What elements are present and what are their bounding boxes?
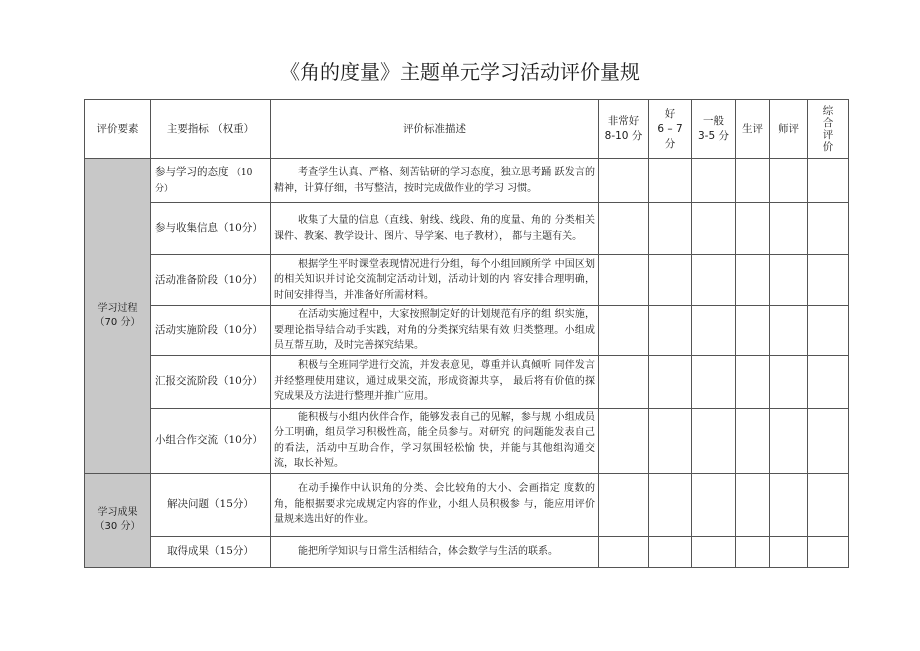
score-good[interactable]: [649, 203, 692, 255]
header-row: [85, 100, 849, 159]
description-cell: 在活动实施过程中，大家按照制定好的计划规范有序的组 织实施，要理论指导结合动手实践，对角的分类探究结果有效 归类整理。小组成员互帮互助，及时完善探究结果。: [271, 306, 599, 356]
header-teacher: 师评: [770, 100, 808, 159]
header-fair: [692, 100, 736, 159]
score-self[interactable]: [736, 203, 770, 255]
header-fair-label: 一般: [703, 115, 724, 127]
header-overall-char: 评: [822, 129, 834, 141]
description-cell: 能把所学知识与日常生活相结合，体会数学与生活的联系。: [271, 536, 599, 567]
score-fair[interactable]: [692, 203, 736, 255]
table-row: [85, 159, 849, 203]
score-self[interactable]: [736, 159, 770, 203]
page-title: 《角的度量》主题单元学习活动评价量规: [280, 60, 640, 84]
score-overall[interactable]: [808, 255, 849, 306]
table-row: [85, 306, 849, 356]
indicator-weight: （10 分）: [155, 167, 253, 194]
indicator-cell: 小组合作交流（10分）: [151, 408, 271, 473]
header-overall: [808, 100, 849, 159]
header-good-label: 好: [664, 107, 676, 120]
description-cell: 考查学生认真、严格、刻苦钻研的学习态度，独立思考踊 跃发言的精神，计算仔细，书写整洁，按时完成做作业的学习 习惯。: [271, 159, 599, 203]
score-overall[interactable]: [808, 159, 849, 203]
score-excellent[interactable]: [599, 203, 649, 255]
score-self[interactable]: [736, 473, 770, 536]
indicator-cell: 活动准备阶段（10分）: [151, 255, 271, 306]
table-row: [85, 255, 849, 306]
score-good[interactable]: [649, 536, 692, 567]
header-element: 评价要素: [85, 100, 151, 159]
score-good[interactable]: [649, 473, 692, 536]
table-row: [85, 355, 849, 408]
score-good[interactable]: [649, 355, 692, 408]
score-overall[interactable]: [808, 355, 849, 408]
score-excellent[interactable]: [599, 408, 649, 473]
score-overall[interactable]: [808, 408, 849, 473]
indicator-label: 参与学习的态度: [155, 165, 229, 178]
score-fair[interactable]: [692, 306, 736, 356]
description-cell: 在动手操作中认识角的分类、会比较角的大小、会画指定 度数的角，能根据要求完成规定内容的作业，小组人员积极参 与，能应用评价量规来选出好的作业。: [271, 473, 599, 536]
group-outcome: 学习成果 （30 分）: [85, 473, 151, 567]
score-good[interactable]: [649, 408, 692, 473]
score-excellent[interactable]: [599, 536, 649, 567]
description-cell: 能积极与小组内伙伴合作，能够发表自己的见解，参与规 小组成员分工明确，组员学习积极性高，能全员参与。对研究 的问题能发表自己的看法，活动中互助合作，学习氛围轻松愉 快，并能与其他组沟通交流，取长补短。: [271, 408, 599, 473]
score-self[interactable]: [736, 255, 770, 306]
group-process: 学习过程 （70 分）: [85, 159, 151, 474]
score-teacher[interactable]: [770, 408, 808, 473]
score-overall[interactable]: [808, 536, 849, 567]
indicator-cell: 解决问题（15分）: [151, 473, 271, 536]
header-good: [649, 100, 692, 159]
score-fair[interactable]: [692, 408, 736, 473]
header-excellent-range: 8-10 分: [604, 130, 643, 142]
score-excellent[interactable]: [599, 473, 649, 536]
score-overall[interactable]: [808, 203, 849, 255]
header-good-unit: 分: [664, 137, 676, 150]
score-fair[interactable]: [692, 159, 736, 203]
rubric-table: [84, 99, 849, 568]
header-excellent: [599, 100, 649, 159]
table-row: [85, 203, 849, 255]
indicator-cell: 参与收集信息（10分）: [151, 203, 271, 255]
header-overall-char: 综: [822, 105, 834, 117]
indicator-cell: 汇报交流阶段（10分）: [151, 355, 271, 408]
score-self[interactable]: [736, 355, 770, 408]
header-good-range: 6 – 7: [657, 122, 683, 135]
score-fair[interactable]: [692, 355, 736, 408]
score-teacher[interactable]: [770, 255, 808, 306]
header-self: 生评: [736, 100, 770, 159]
score-teacher[interactable]: [770, 306, 808, 356]
score-self[interactable]: [736, 306, 770, 356]
score-teacher[interactable]: [770, 355, 808, 408]
score-fair[interactable]: [692, 255, 736, 306]
table-row: [85, 408, 849, 473]
score-overall[interactable]: [808, 473, 849, 536]
score-excellent[interactable]: [599, 306, 649, 356]
header-excellent-label: 非常好: [607, 115, 640, 127]
score-teacher[interactable]: [770, 159, 808, 203]
header-overall-char: 价: [822, 141, 834, 153]
table-row: [85, 536, 849, 567]
indicator-cell: 活动实施阶段（10分）: [151, 306, 271, 356]
description-cell: 根据学生平时课堂表现情况进行分组，每个小组回顾所学 中国区划的相关知识并讨论交流制定活动计划，活动计划的内 容安排合理明确，时间安排得当，并准备好所需材料。: [271, 255, 599, 306]
indicator-cell: [151, 159, 271, 203]
indicator-cell: 取得成果（15分）: [151, 536, 271, 567]
header-description: 评价标准描述: [271, 100, 599, 159]
score-self[interactable]: [736, 408, 770, 473]
score-teacher[interactable]: [770, 203, 808, 255]
score-teacher[interactable]: [770, 473, 808, 536]
header-indicator: 主要指标 （权重）: [151, 100, 271, 159]
score-excellent[interactable]: [599, 159, 649, 203]
description-cell: 积极与全班同学进行交流，并发表意见，尊重并认真倾听 同伴发言并经整理使用建议，通过成果交流，形成资源共享， 最后将有价值的探究成果及方法进行整理并推广应用。: [271, 355, 599, 408]
score-excellent[interactable]: [599, 355, 649, 408]
score-teacher[interactable]: [770, 536, 808, 567]
score-fair[interactable]: [692, 536, 736, 567]
score-good[interactable]: [649, 159, 692, 203]
description-cell: 收集了大量的信息（直线、射线、线段、角的度量、角的 分类相关课件、教案、教学设计、图片、导学案、电子教材）， 都与主题有关。: [271, 203, 599, 255]
score-overall[interactable]: [808, 306, 849, 356]
score-excellent[interactable]: [599, 255, 649, 306]
score-fair[interactable]: [692, 473, 736, 536]
score-self[interactable]: [736, 536, 770, 567]
header-overall-char: 合: [822, 117, 834, 129]
header-fair-range: 3-5 分: [698, 130, 729, 142]
score-good[interactable]: [649, 255, 692, 306]
score-good[interactable]: [649, 306, 692, 356]
table-row: [85, 473, 849, 536]
